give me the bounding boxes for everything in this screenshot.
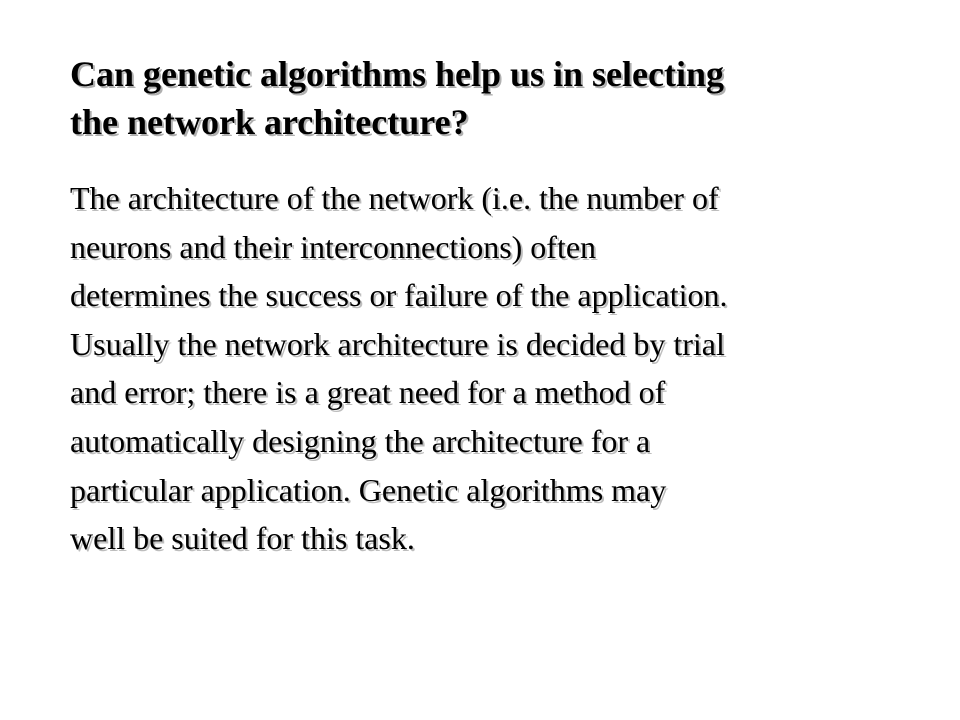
body-line: well be suited for this task. bbox=[70, 520, 415, 557]
slide-title-line: Can genetic algorithms help us in selecting bbox=[70, 54, 724, 94]
slide-title bbox=[70, 50, 910, 146]
body-line: neurons and their interconnections) often bbox=[70, 228, 597, 265]
body-line: automatically designing the architecture for a bbox=[70, 422, 651, 459]
body-line: The architecture of the network (i.e. the number of bbox=[70, 180, 719, 216]
body-line: Usually the network architecture is decided by trial bbox=[70, 325, 725, 362]
slide-body-paragraph bbox=[70, 174, 920, 563]
body-line: particular application. Genetic algorithms may bbox=[70, 471, 667, 508]
slide-title-line: the network architecture? bbox=[70, 102, 469, 142]
body-line: and error; there is a great need for a method of bbox=[70, 374, 666, 411]
body-line: determines the success or failure of the application. bbox=[70, 277, 728, 314]
